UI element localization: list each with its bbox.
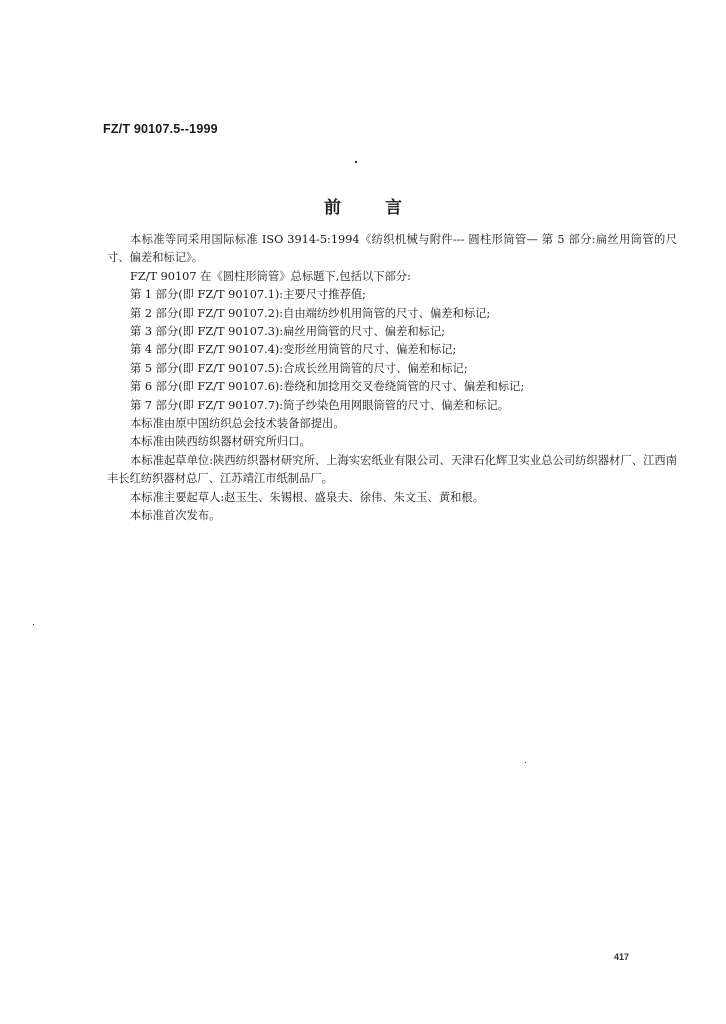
paragraph: 第 7 部分(即 FZ/T 90107.7):筒子纱染色用网眼筒管的尺寸、偏差和标记。 [130, 398, 510, 412]
paragraph: FZ/T 90107 在《圆柱形筒管》总标题下,包括以下部分: [130, 269, 411, 283]
page-number: 417 [614, 952, 630, 962]
paragraph: 本标准起草单位:陕西纺织器材研究所、上海实宏纸业有限公司、天津石化辉卫实业总公司纺织器材厂、江西南丰长红纺织器材总厂、江苏靖江市纸制品厂。 [107, 453, 677, 486]
paragraph: 本标准主要起草人:赵玉生、朱锡根、盛泉夫、徐伟、朱文玉、黄和根。 [130, 490, 485, 504]
paragraph: 第 1 部分(即 FZ/T 90107.1):主要尺寸推荐值; [130, 288, 366, 302]
paragraph: 本标准等同采用国际标准 ISO 3914-5:1994《纺织机械与附件--- 圆柱形筒管— 第 5 部分:扁丝用筒管的尺寸、偏差和标记》。 [107, 233, 677, 265]
paragraph: 第 6 部分(即 FZ/T 90107.6):卷绕和加捻用交叉卷绕筒管的尺寸、偏差和标记; [130, 380, 525, 394]
paragraph: 本标准由陕西纺织器材研究所归口。 [130, 435, 311, 449]
standard-code: FZ/T 90107.5--1999 [103, 122, 218, 136]
paragraph: 第 4 部分(即 FZ/T 90107.4):变形丝用筒管的尺寸、偏差和标记; [130, 343, 457, 357]
page-title [0, 193, 726, 218]
preface-body [107, 231, 677, 526]
paragraph: 本标准由原中国纺织总会技术装备部提出。 [130, 417, 345, 431]
scan-speck [355, 161, 357, 163]
paragraph: 第 5 部分(即 FZ/T 90107.5):合成长丝用筒管的尺寸、偏差和标记; [130, 361, 468, 375]
scan-speck [33, 624, 34, 625]
paragraph: 第 3 部分(即 FZ/T 90107.3):扁丝用筒管的尺寸、偏差和标记; [130, 325, 446, 339]
paragraph: 第 2 部分(即 FZ/T 90107.2):自由端纺纱机用筒管的尺寸、偏差和标记; [130, 306, 491, 320]
scan-speck [525, 762, 526, 763]
title-char: 前 [324, 198, 341, 218]
paragraph: 本标准首次发布。 [130, 509, 221, 523]
title-char: 言 [385, 198, 402, 218]
